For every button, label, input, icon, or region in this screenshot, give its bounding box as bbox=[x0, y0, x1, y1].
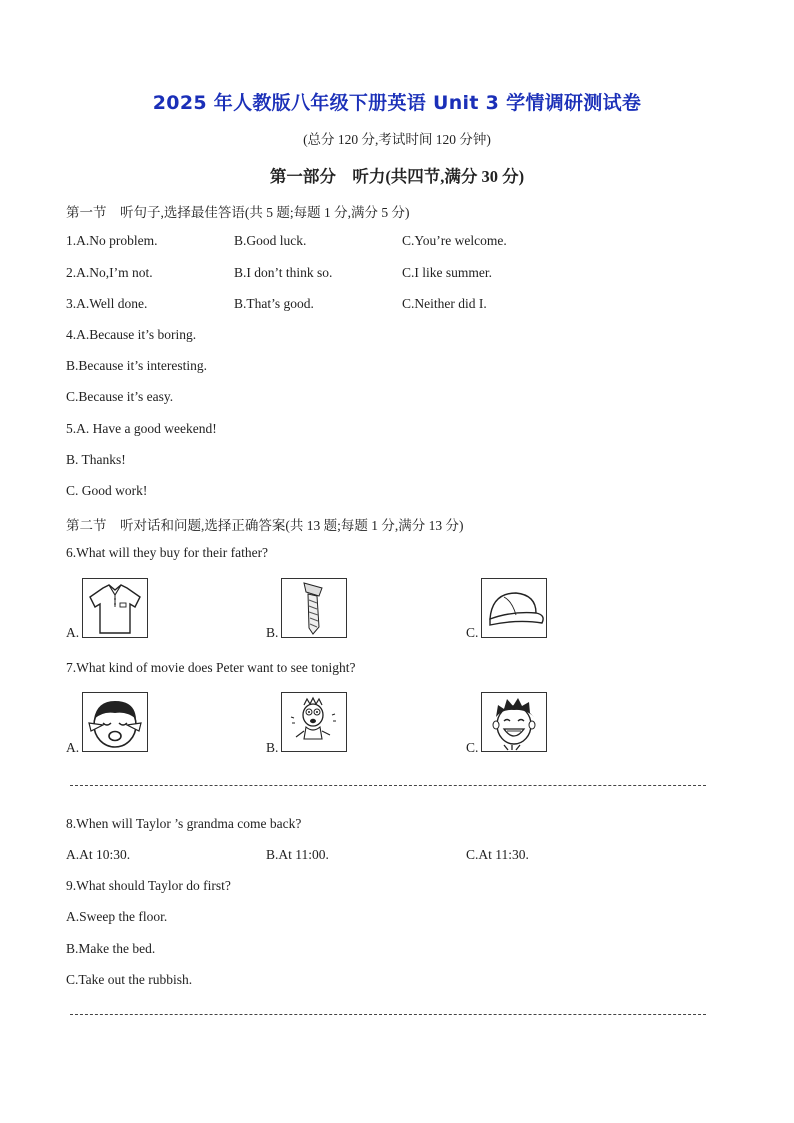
q8-option-c: C.At 11:30. bbox=[466, 847, 529, 862]
tie-icon bbox=[281, 578, 347, 638]
divider bbox=[70, 785, 706, 786]
q1-option-b: B.Good luck. bbox=[234, 233, 307, 248]
q3-option-b: B.That’s good. bbox=[234, 296, 314, 311]
q1-option-a: 1.A.No problem. bbox=[66, 233, 158, 248]
q4-option-c: C.Because it’s easy. bbox=[66, 389, 174, 404]
q4-option-a: 4.A.Because it’s boring. bbox=[66, 327, 197, 342]
q6-label-c: C. bbox=[466, 625, 479, 640]
q7-label-a: A. bbox=[66, 740, 80, 755]
laughing-boy-icon bbox=[481, 692, 547, 752]
q6-question: 6.What will they buy for their father? bbox=[66, 545, 269, 560]
q2-option-a: 2.A.No,I’m not. bbox=[66, 265, 153, 280]
q9-option-c: C.Take out the rubbish. bbox=[66, 972, 193, 987]
cap-icon bbox=[481, 578, 547, 638]
q6-label-b: B. bbox=[266, 625, 279, 640]
exam-info: (总分 120 分,考试时间 120 分钟) bbox=[303, 132, 491, 147]
q3-option-a: 3.A.Well done. bbox=[66, 296, 148, 311]
q8-option-b: B.At 11:00. bbox=[266, 847, 329, 862]
q9-option-a: A.Sweep the floor. bbox=[66, 909, 168, 924]
q5-option-a: 5.A. Have a good weekend! bbox=[66, 421, 217, 436]
q7-label-b: B. bbox=[266, 740, 279, 755]
q8-option-a: A.At 10:30. bbox=[66, 847, 131, 862]
q9-option-b: B.Make the bed. bbox=[66, 941, 156, 956]
shirt-icon bbox=[82, 578, 148, 638]
q2-option-c: C.I like summer. bbox=[402, 265, 492, 280]
page-title: 2025 年人教版八年级下册英语 Unit 3 学情调研测试卷 bbox=[152, 92, 642, 114]
scared-man-icon bbox=[281, 692, 347, 752]
section1-heading: 第一节 听句子,选择最佳答语(共 5 题;每题 1 分,满分 5 分) bbox=[66, 205, 410, 220]
q7-question: 7.What kind of movie does Peter want to see tonight? bbox=[66, 660, 356, 675]
q6-label-a: A. bbox=[66, 625, 80, 640]
q7-label-c: C. bbox=[466, 740, 479, 755]
q4-option-b: B.Because it’s interesting. bbox=[66, 358, 207, 373]
q2-option-b: B.I don’t think so. bbox=[234, 265, 333, 280]
divider bbox=[70, 1014, 706, 1015]
q1-option-c: C.You’re welcome. bbox=[402, 233, 507, 248]
q9-question: 9.What should Taylor do first? bbox=[66, 878, 231, 893]
q3-option-c: C.Neither did I. bbox=[402, 296, 487, 311]
section2-heading: 第二节 听对话和问题,选择正确答案(共 13 题;每题 1 分,满分 13 分) bbox=[66, 518, 464, 533]
part-heading: 第一部分 听力(共四节,满分 30 分) bbox=[269, 167, 525, 186]
q5-option-c: C. Good work! bbox=[66, 483, 148, 498]
q8-question: 8.When will Taylor ’s grandma come back? bbox=[66, 816, 302, 831]
crying-boy-icon bbox=[82, 692, 148, 752]
q5-option-b: B. Thanks! bbox=[66, 452, 126, 467]
